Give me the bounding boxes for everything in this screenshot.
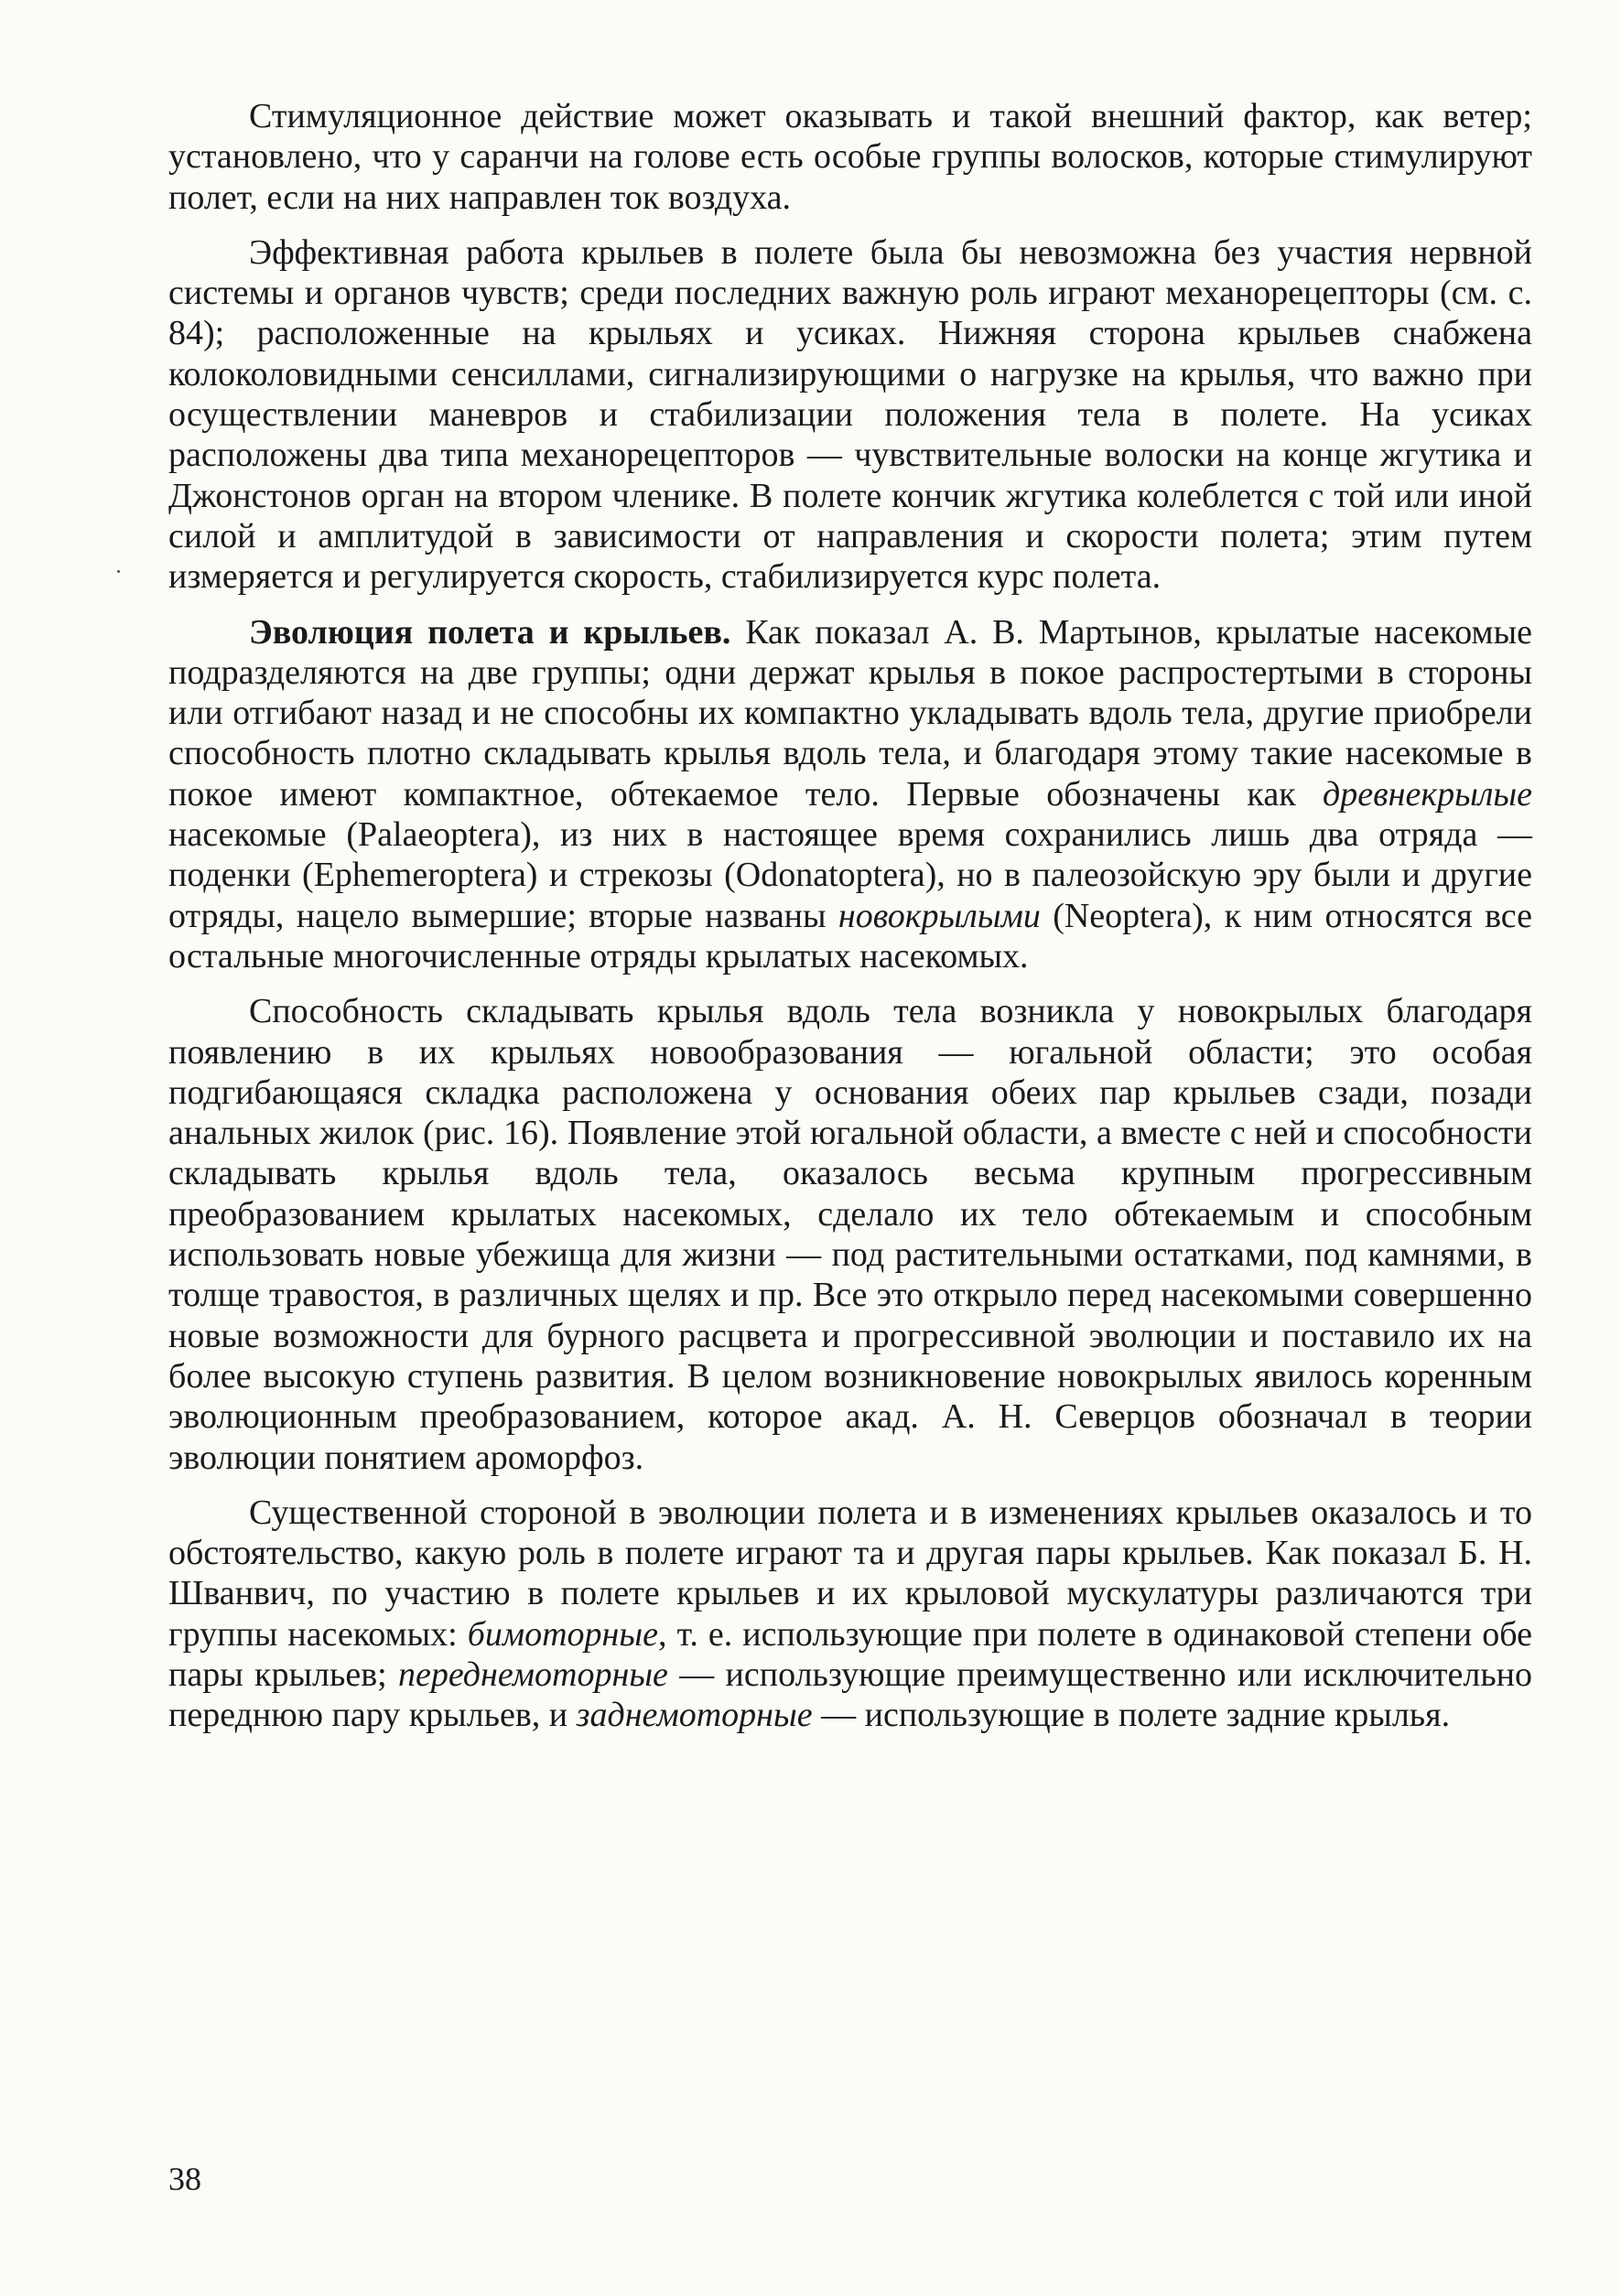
text-run: — использующие преимущественно или исключительно переднюю пару крыльев, и [168,1655,1532,1735]
paragraph-mechanoreceptors: Эффективная работа крыльев в полете была бы невозможна без участия нервной системы и органов чувств; среди последних важную роль играют механорецепторы (см. с. 84); расположенные на крыльях и усиках. Нижняя сторона крыльев снабжена колоколовидными сенсиллами, сигнализирующими о нагрузке на крылья, что важно при осуществлении маневров и стабилизации положения тела в полете. На усиках расположены два типа механорецепторов — чувствительные волоски на конце жгутика и Джонстонов орган на втором членике. В полете кончик жгутика колеблется с той или иной силой и амплитудой в зависимости от направления и скорости полета; этим путем измеряется и регулируется скорость, стабилизируется курс полета. [168,232,1532,597]
paragraph-jugal-area: Способность складывать крылья вдоль тела возникла у новокрылых благодаря появлению в их крыльях новообразования — югальной области; это особая подгибающаяся складка расположена у основания обеих пар крыльев сзади, позади анальных жилок (рис. 16). Появление этой югальной области, а вместе с ней и способности складывать крылья вдоль тела, оказалось весьма крупным прогрессивным преобразованием крылатых насекомых, сделало их тело обтекаемым и способным использовать новые убежища для жизни — под растительными остатками, под камнями, в толще травостоя, в различных щелях и пр. Все это открыло перед насекомыми совершенно новые возможности для бурного расцвета и прогрессивной эволюции и поставило их на более высокую ступень развития. В целом возникновение новокрылых явилось коренным эволюционным преобразованием, которое акад. А. Н. Северцов обозначал в теории эволюции понятием ароморфоз. [168,992,1532,1477]
paragraph-wing-motor-groups [168,1493,1532,1736]
text-run: насекомые (Palaeoptera), из них в настоящее время сохранились лишь два отряда — поденки (Ephemeroptera) и стрекозы (Odonatoptera), но в палеозойскую эру были и другие отряды, нацело вымершие; вторые названы [168,815,1532,935]
text-run: Как показал А. В. Мартынов, крылатые насекомые подразделяются на две группы; одни держат крылья в покое распростертыми в стороны или отгибают назад и не способны их компактно укладывать вдоль тела, другие приобрели способность плотно складывать крылья вдоль тела, и благодаря этому такие насекомые в покое имеют компактное, обтекаемое тело. Первые обозначены как [168,612,1532,814]
term-posteromotor: заднемоторные [576,1696,813,1735]
page-number: 38 [168,2161,201,2197]
text-run: (Neoptera), к ним относятся все остальные многочисленные отряды крылатых насекомых. [168,896,1532,976]
term-anteromotor: переднемоторные [398,1655,668,1694]
scan-speck [117,570,120,573]
text-run: Существенной стороной в эволюции полета и в изменениях крыльев оказалось и то обстоятельство, какую роль в полете играют та и другая пары крыльев. Как показал Б. Н. Шванвич, по участию в полете крыльев и их крыловой мускулатуры различаются три группы насекомых: [168,1493,1532,1654]
text-run: — использующие в полете задние крылья. [812,1696,1451,1735]
term-palaeoptera-ru: древнекрылые [1323,774,1532,814]
paragraph-evolution-of-flight [168,612,1532,977]
term-bimotor: бимоторные [467,1614,659,1654]
body-text [168,96,1532,1736]
term-neoptera-ru: новокрылыми [838,896,1041,935]
text-run: , т. е. использующие при полете в одинаковой степени обе пары крыльев; [168,1614,1532,1694]
paragraph-wind-stimulus: Стимуляционное действие может оказывать и такой внешний фактор, как ветер; установлено, что у саранчи на голове есть особые группы волосков, которые стимулируют полет, если на них направлен ток воздуха. [168,97,1532,217]
section-heading: Эволюция полета и крыльев. [249,612,731,652]
